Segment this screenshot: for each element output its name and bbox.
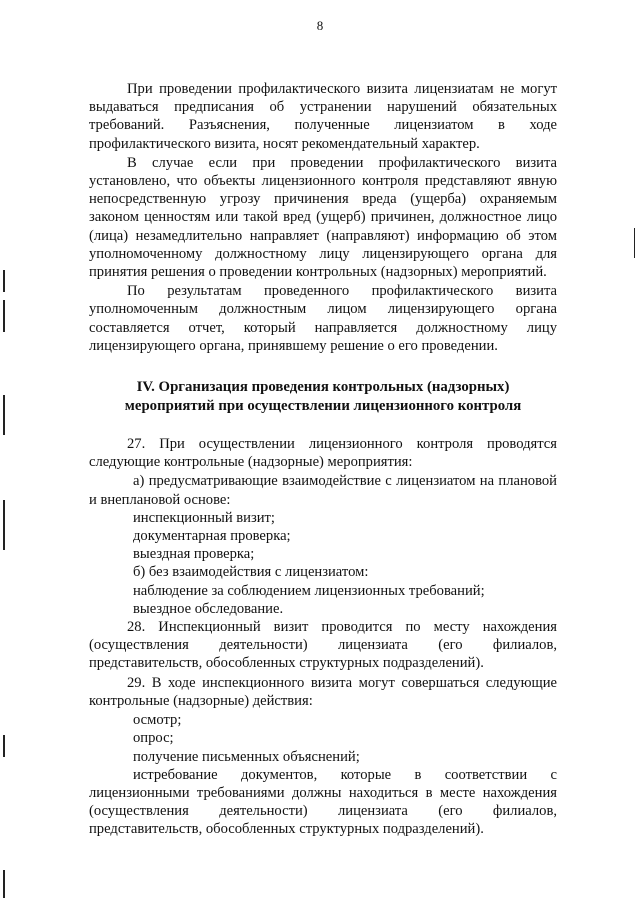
list-item: опрос; [133, 730, 174, 747]
scan-mark-left [3, 500, 5, 550]
paragraph-visit-report: По результатам проведенного профилактического визита уполномоченным должностным лицом лицензирующего органа составляется отчет, который направляется должностному лицу лицензирующего органа, принявшему решение о его проведении. [89, 283, 557, 354]
document-body [89, 80, 557, 839]
paragraph-27-b: б) без взаимодействия с лицензиатом: [133, 564, 369, 581]
paragraph-threat-of-harm: В случае если при проведении профилактического визита установлено, что объекты лицензионного контроля представляют явную непосредственную угрозу причинения вреда (ущерба) охраняемым законом ценностям или такой вред (ущерб) причинен, должностное лицо (лица) незамедлительно направляет (направляют) информацию об этом уполномоченному должностному лицу лицензирующего органа для принятия решения о проведении контрольных (надзорных) мероприятий. [89, 154, 557, 281]
paragraph-prophylactic-no-orders: При проведении профилактического визита лицензиатам не могут выдаваться предписания об устранении нарушений обязательных требований. Разъяснения, полученные лицензиатом в ходе профилактического визита, носят рекомендательный характер. [89, 81, 557, 152]
section-heading [89, 378, 557, 416]
list-item: получение письменных объяснений; [133, 748, 360, 765]
scan-mark-right [634, 228, 635, 258]
scan-mark-left [3, 270, 5, 292]
section-heading-line-1: IV. Организация проведения контрольных (надзорных) [136, 379, 510, 396]
list-item: осмотр; [133, 712, 182, 729]
list-item: инспекционный визит; [133, 509, 275, 526]
scan-mark-left [3, 300, 5, 332]
list-item: выездная проверка; [133, 546, 255, 563]
list-item: выездное обследование. [133, 600, 284, 617]
scan-mark-left [3, 735, 5, 757]
scan-mark-left [3, 870, 5, 898]
scan-mark-left [3, 395, 5, 435]
section-heading-line-2: мероприятий при осуществлении лицензионного контроля [124, 398, 522, 415]
page-number: 8 [316, 18, 324, 33]
paragraph-29: 29. В ходе инспекционного визита могут совершаться следующие контрольные (надзорные) действия: [89, 674, 557, 709]
paragraph-27-a: а) предусматривающие взаимодействие с лицензиатом на плановой и внеплановой основе: [89, 473, 557, 508]
list-item: документарная проверка; [133, 528, 291, 545]
paragraph-28: 28. Инспекционный визит проводится по месту нахождения (осуществления деятельности) лицензиата (его филиалов, представительств, обособленных структурных подразделений). [89, 619, 557, 672]
paragraph-27: 27. При осуществлении лицензионного контроля проводятся следующие контрольные (надзорные) мероприятия: [89, 436, 557, 471]
paragraph-29-last: истребование документов, которые в соответствии с лицензионными требованиями должны находиться в месте нахождения (осуществления деятельности) лицензиата (его филиалов, представительств, обособленных структурных подразделений). [89, 766, 557, 838]
list-item: наблюдение за соблюдением лицензионных требований; [133, 582, 485, 599]
